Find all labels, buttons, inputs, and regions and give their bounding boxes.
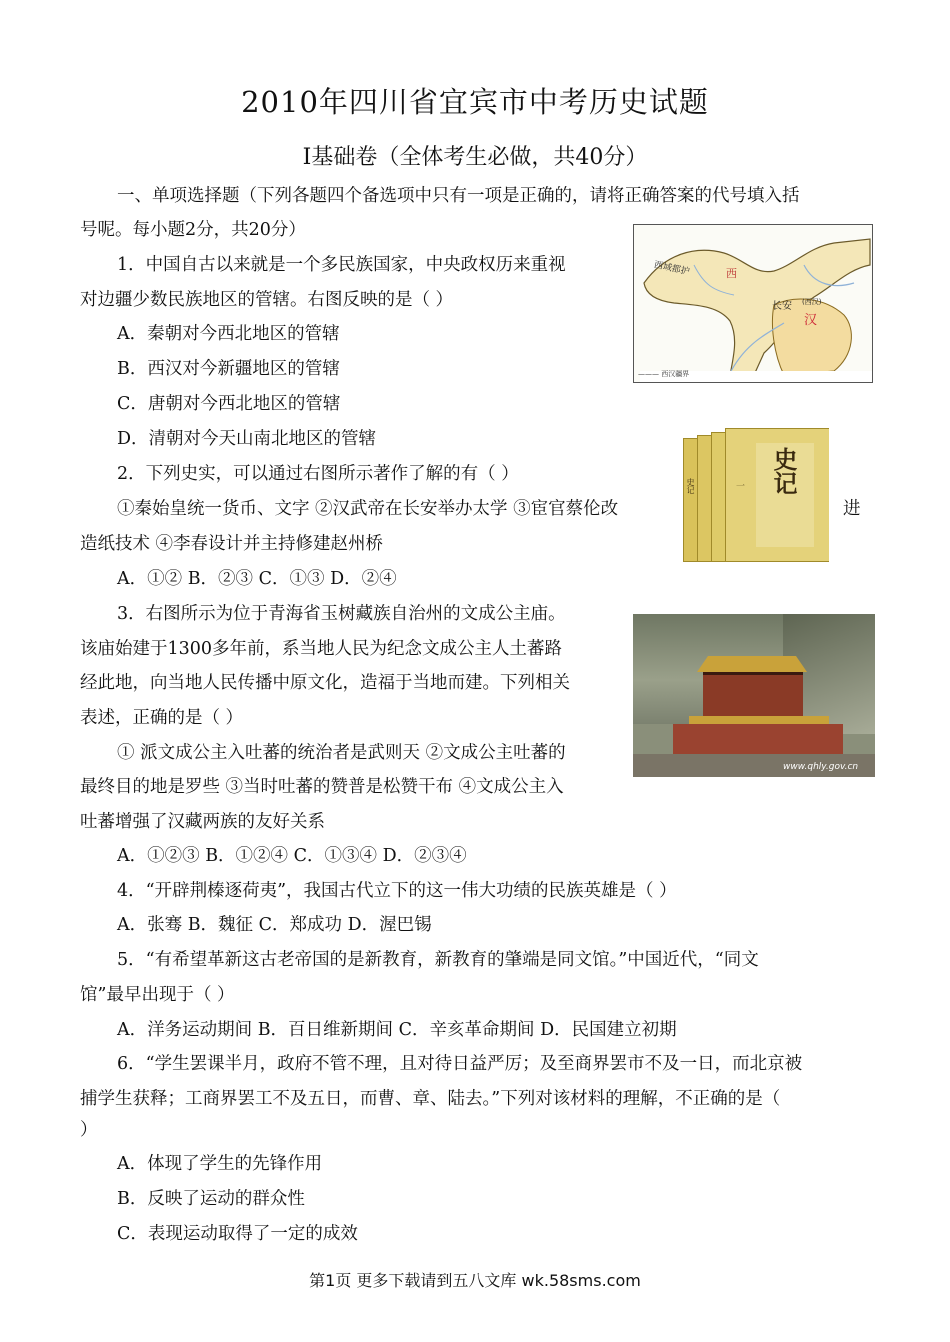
map-label-han: 汉 (804, 313, 818, 328)
q3-stem-2: 该庙始建于1300多年前，系当地人民为纪念文成公主人土蕃路 (80, 639, 563, 659)
page-title: 2010年四川省宜宾市中考历史试题 (241, 85, 709, 119)
q1-option-c: C．唐朝对今西北地区的管辖 (117, 394, 341, 414)
book-spine-text: 史记 (686, 478, 695, 494)
book-volume: 一 (736, 482, 746, 492)
q4-answers: A．张骞 B．魏征 C．郑成功 D．渥巴锡 (117, 915, 432, 935)
q3-options-1: ① 派文成公主入吐蕃的统治者是武则天 ②文成公主吐蕃的 (117, 743, 566, 763)
q2-options-line-2: 造纸技术 ④李春设计并主持修建赵州桥 (80, 534, 384, 554)
q2-answers: A．①② B．②③ C．①③ D．②④ (117, 569, 397, 589)
temple-upper-wall (703, 672, 803, 719)
map-drawing (634, 225, 872, 382)
q3-options-2: 最终目的地是罗些 ③当时吐蕃的赞普是松赞干布 ④文成公主入 (80, 777, 564, 797)
q1-option-a: A．秦朝对今西北地区的管辖 (117, 324, 340, 344)
temple-golden-roof (697, 656, 807, 672)
q1-stem-2: 对边疆少数民族地区的管辖。右图反映的是（ ） (80, 290, 454, 310)
temple-watermark: www.qhly.gov.cn (783, 762, 859, 772)
q6-stem-1: 6．“学生罢课半月，政府不管不理，且对待日益严厉；及至商界罢市不及一日，而北京被 (117, 1054, 803, 1074)
han-map-figure (633, 224, 873, 383)
q5-answers: A．洋务运动期间 B．百日维新期间 C．辛亥革命期间 D．民国建立初期 (117, 1020, 677, 1040)
q1-option-b: B．西汉对今新疆地区的管辖 (117, 359, 340, 379)
temple-lower-wall (673, 724, 843, 754)
q2-options-line-1: ①秦始皇统一货币、文字 ②汉武帝在长安举办太学 ③宦官蔡伦改 (117, 499, 619, 519)
page-subtitle: I基础卷（全体考生必做，共40分） (302, 145, 648, 170)
page-footer: 第1页 更多下载请到五八文库 wk.58sms.com (309, 1271, 641, 1290)
map-label-changan: 长安 (772, 301, 792, 312)
map-label-small: (西汉) (802, 298, 822, 306)
q6-option-a: A．体现了学生的先锋作用 (117, 1154, 323, 1174)
q3-stem-3: 经此地，向当地人民传播中原文化，造福于当地而建。下列相关 (80, 673, 570, 693)
map-legend: ——— 西汉疆界 (638, 370, 690, 378)
q3-stem-1: 3．右图所示为位于青海省玉树藏族自治州的文成公主庙。 (117, 604, 566, 624)
wencheng-temple-photo (633, 614, 875, 777)
q6-option-c: C．表现运动取得了一定的成效 (117, 1224, 358, 1244)
q5-stem-2: 馆”最早出现于（ ） (80, 985, 235, 1005)
q1-stem-1: 1．中国自古以来就是一个多民族国家，中央政权历来重视 (117, 255, 566, 275)
book-title: 史记 (769, 447, 798, 495)
q3-answers: A．①②③ B．①②④ C．①③④ D．②③④ (117, 846, 467, 866)
q6-option-b: B．反映了运动的群众性 (117, 1189, 305, 1209)
q1-option-d: D．清朝对今天山南北地区的管辖 (117, 429, 377, 449)
q4-stem: 4．“开辟荆榛逐荷夷”，我国古代立下的这一伟大功绩的民族英雄是（ ） (117, 881, 677, 901)
q5-stem-1: 5．“有希望革新这古老帝国的是新教育，新教育的肇端是同文馆。”中国近代，“同文 (117, 950, 759, 970)
instructions-line-2: 号呢。每小题2分，共20分） (80, 220, 306, 240)
q3-options-3: 吐蕃增强了汉藏两族的友好关系 (80, 812, 325, 832)
q6-stem-2: 捕学生获释；工商界罢工不及五日，而曹、章、陆去。”下列对该材料的理解，不正确的是（ (80, 1089, 781, 1109)
q3-stem-4: 表述，正确的是（ ） (80, 708, 244, 728)
q2-options-line-1-end: 进 (843, 499, 861, 519)
map-label-region: 西域都护 (653, 260, 691, 278)
q2-stem: 2．下列史实，可以通过右图所示著作了解的有（ ） (117, 464, 519, 484)
book-cover (725, 428, 829, 562)
shiji-book-figure (683, 428, 829, 563)
instructions-line-1: 一、单项选择题（下列各题四个备选项中只有一项是正确的，请将正确答案的代号填入括 (117, 186, 800, 206)
map-label-xi: 西 (726, 267, 737, 280)
q6-stem-3: ） (80, 1120, 98, 1140)
